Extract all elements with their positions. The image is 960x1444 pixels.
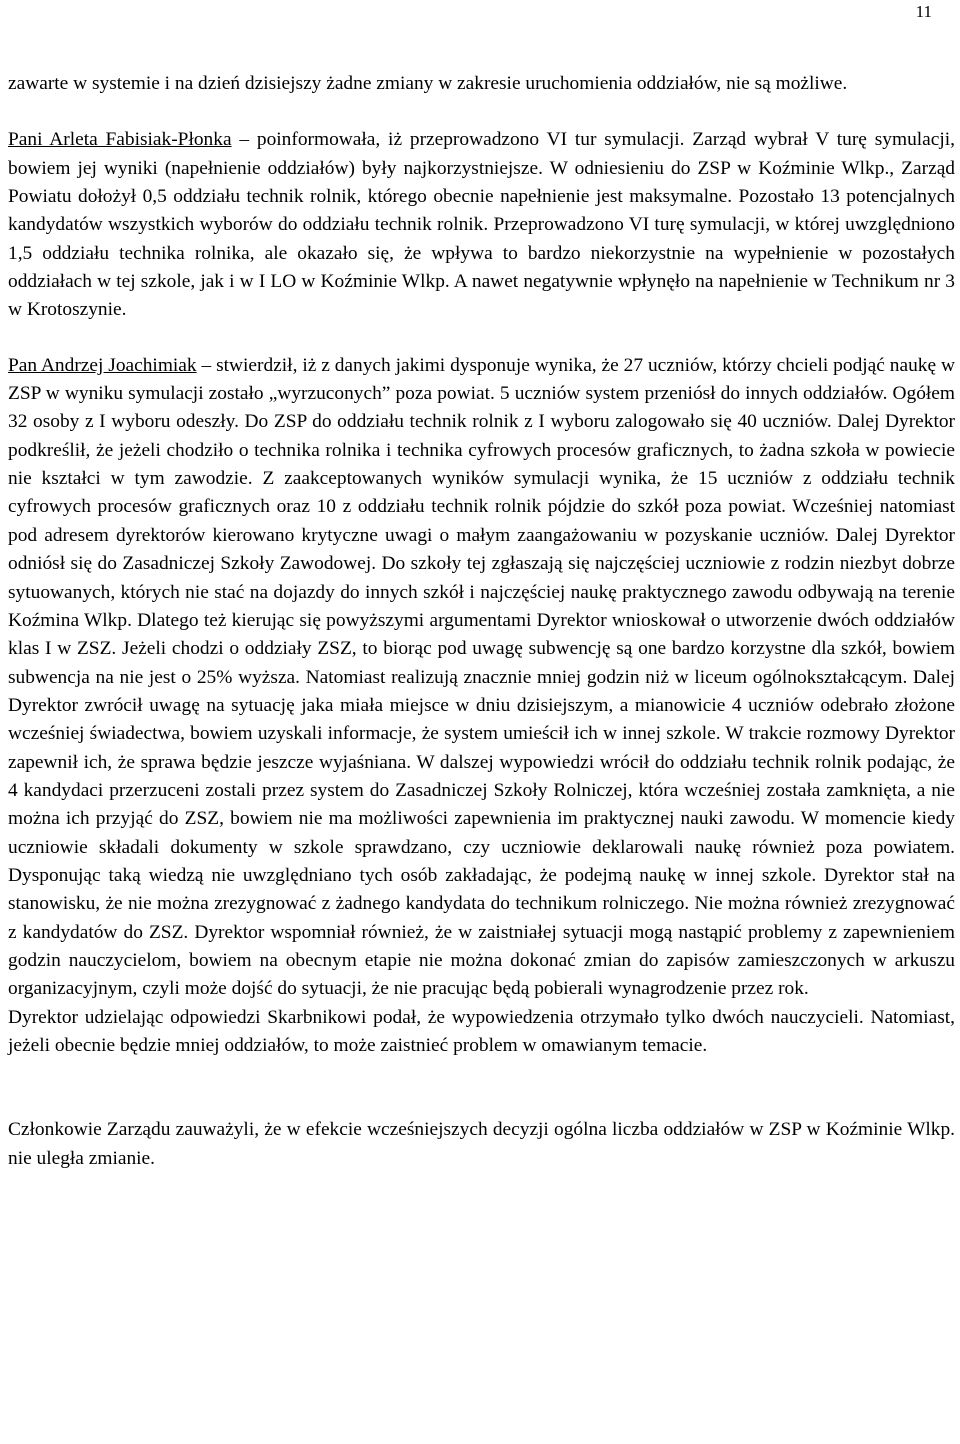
paragraph-text: zawarte w systemie i na dzień dzisiejszy żadne zmiany w zakresie uruchomienia oddziałów, nie są możliwe. [8,73,848,94]
paragraph-joachimiak [8,352,955,1004]
document-body [8,70,955,1173]
paragraph-text: Dyrektor udzielając odpowiedzi Skarbnikowi podał, że wypowiedzenia otrzymało tylko dwóch nauczycieli. Natomiast, jeżeli obecnie będzie mniej oddziałów, to może zaistnieć problem w omawianym temacie. [8,1006,955,1056]
paragraph-text: – poinformowała, iż przeprowadzono VI tur symulacji. Zarząd wybrał V turę symulacji, bowiem jej wyniki (napełnienie oddziałów) były najkorzystniejsze. W odniesieniu do ZSP w Koźminie Wlkp., Zarząd Powiatu dołożył 0,5 oddziału technik rolnik, którego obecnie napełnienie jest maksymalne. Pozostało 13 potencjalnych kandydatów wszystkich wyborów do oddziału technik rolnik. Przeprowadzono VI turę symulacji, w której uwzględniono 1,5 oddziału technika rolnika, ale okazało się, że wpływa to bardzo niekorzystnie na wypełnienie w pozostałych oddziałach w tej szkole, jak i w I LO w Koźminie Wlkp. A nawet negatywnie wpłynęło na napełnienie w Technikum nr 3 w Krotoszynie. [8,129,955,321]
speaker-name: Pan Andrzej Joachimiak [8,354,197,376]
page-number: 11 [915,2,932,21]
paragraph-treasurer-answer [8,1004,955,1061]
paragraph-board-conclusion [8,1116,955,1173]
speaker-name: Pani Arleta Fabisiak-Płonka [8,129,232,151]
paragraph-text: – stwierdził, iż z danych jakimi dysponuje wynika, że 27 uczniów, którzy chcieli podjąć naukę w ZSP w wyniku symulacji zostało „wyrzuconych” poza powiat. 5 uczniów system przeniósł do innych oddziałów. Ogółem 32 osoby z I wyboru odeszły. Do ZSP do oddziału technik rolnik z I wyboru zalogowało się 40 uczniów. Dalej Dyrektor podkreślił, że jeżeli chodziło o technika rolnika i technika cyfrowych procesów graficznych, to żadna szkoła w powiecie nie kształci w tym zawodzie. Z zaakceptowanych wyników symulacji wynika, że 15 uczniów z oddziału technik cyfrowych procesów graficznych oraz 10 z oddziału technik rolnik pójdzie do szkół poza powiat. Wcześniej natomiast pod adresem dyrektorów kierowano krytyczne uwagi o małym zaangażowaniu w pozyskanie uczniów. Dalej Dyrektor odniósł się do Zasadniczej Szkoły Zawodowej. Do szkoły tej zgłaszają się najczęściej uczniowie z rodzin niezbyt dobrze sytuowanych, których nie stać na dojazdy do innych szkół i najczęściej naukę praktycznego zawodu odbywają na terenie Koźmina Wlkp. Dlatego też kierując się powyższymi argumentami Dyrektor wnioskował o utworzenie dwóch oddziałów klas I w ZSZ. Jeżeli chodzi o oddziały ZSZ, to biorąc pod uwagę subwencję są one bardzo korzystne dla szkół, bowiem subwencja na nie jest o 25% wyższa. Natomiast realizują znacznie mniej godzin niż w liceum ogólnokształcącym. Dalej Dyrektor zwrócił uwagę na sytuację jaka miała miejsce w dniu dzisiejszym, a mianowicie 4 uczniów odebrało złożone wcześniej świadectwa, bowiem uzyskali informacje, że system umieścił ich w innej szkole. W trakcie rozmowy Dyrektor zapewnił ich, że sprawa będzie jeszcze wyjaśniana. W dalszej wypowiedzi wrócił do oddziału technik rolnik podając, że 4 kandydaci przerzuceni zostali przez system do Zasadniczej Szkoły Rolniczej, która wcześniej została zamknięta, a nie można ich przyjąć do ZSZ, bowiem nie ma możliwości zapewnienia im praktycznej nauki zawodu. W momencie kiedy uczniowie składali dokumenty w szkole sprawdzano, czy uczniowie deklarowali naukę również poza powiatem. Dysponując taką wiedzą nie uwzględniano tych osób zakładając, że podejmą naukę w innej szkole. Dyrektor stał na stanowisku, że nie można zrezygnować z żadnego kandydata do technikum rolniczego. Nie można również zrezygnować z kandydatów do ZSZ. Dyrektor wspomniał również, że w zaistniałej sytuacji mogą nastąpić problemy z zapewnieniem godzin nauczycielom, bowiem na obecnym etapie nie można dokonać zmian do zapisów zamieszczonych w arkuszu organizacyjnym, czyli może dojść do sytuacji, że nie pracując będą pobierali wynagrodzenie przez rok. [8,354,955,1000]
paragraph-fabisiak-plonka [8,126,955,324]
paragraph-text: Członkowie Zarządu zauważyli, że w efekcie wcześniejszych decyzji ogólna liczba oddziałów w ZSP w Koźminie Wlkp. nie uległa zmianie. [8,1119,955,1169]
paragraph-continuation [8,70,955,98]
